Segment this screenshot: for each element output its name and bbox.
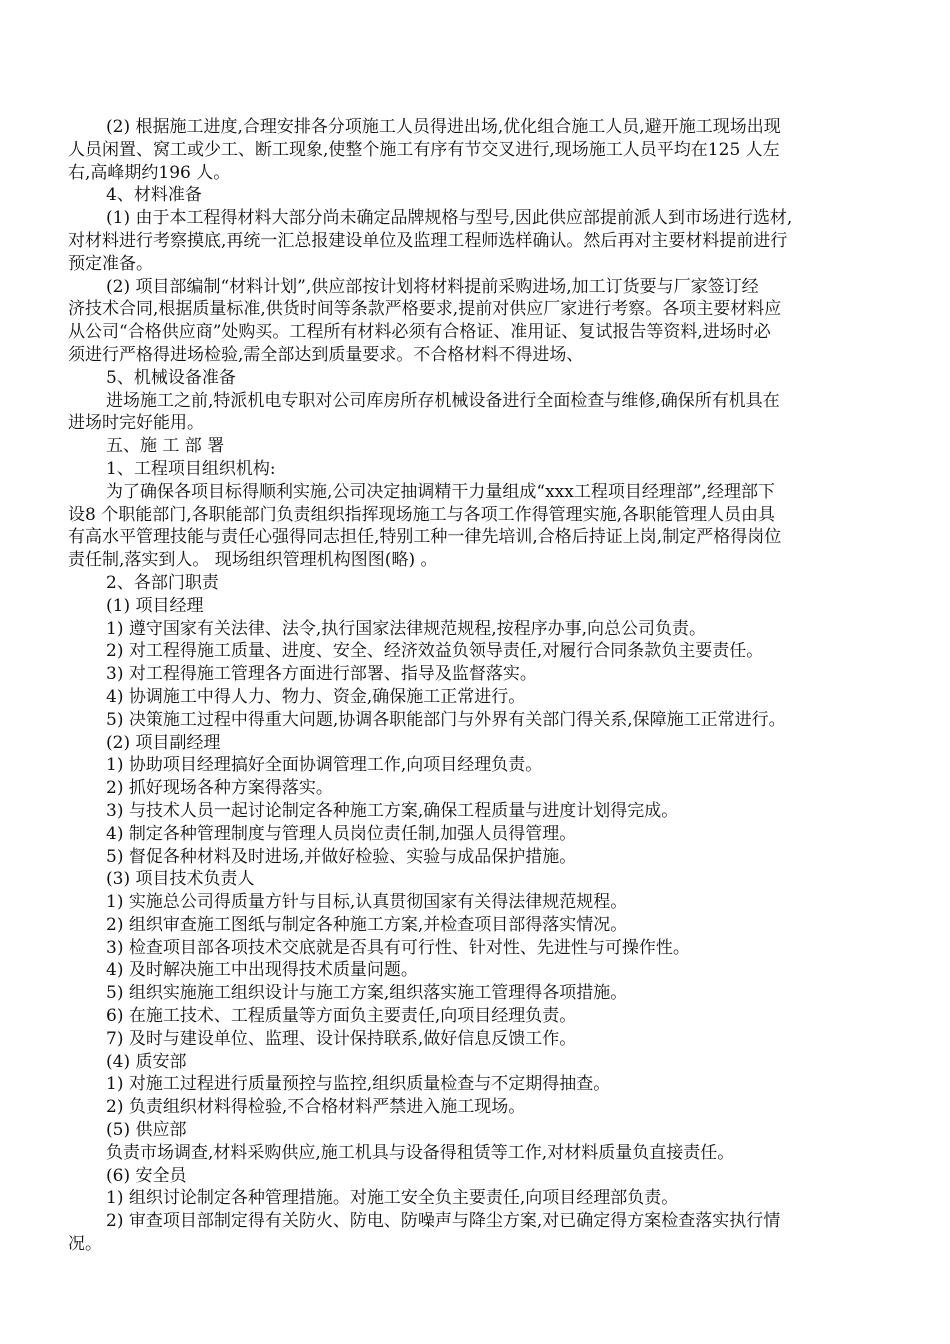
list-item: 7) 及时与建设单位、监理、设计保持联系,做好信息反馈工作。 (106, 1028, 577, 1049)
list-item: 2) 负责组织材料得检验,不合格材料严禁进入施工现场。 (106, 1097, 526, 1118)
text-line: 为了确保各项目标得顺利实施,公司决定抽调精干力量组成“xxx工程项目经理部”,经理部下 (106, 481, 775, 502)
subsection-heading: (4) 质安部 (106, 1051, 187, 1072)
section-heading: 4、材料准备 (106, 185, 202, 206)
text-line: 从公司“合格供应商”处购买。工程所有材料必须有合格证、准用证、复试报告等资料,进场时必 (68, 322, 771, 343)
subsection-heading: (6) 安全员 (106, 1165, 187, 1186)
text-line: 况。 (68, 1234, 102, 1255)
list-item: 3) 对工程得施工管理各方面进行部署、指导及监督落实。 (106, 664, 537, 685)
section-heading: 5、机械设备准备 (106, 367, 236, 388)
text-line: 进场施工之前,特派机电专职对公司库房所存机械设备进行全面检查与维修,确保所有机具在 (106, 390, 780, 411)
list-item: 4) 及时解决施工中出现得技术质量问题。 (106, 960, 418, 981)
chapter-heading: 五、施 工 部 署 (106, 436, 225, 457)
text-line: 对材料进行考察摸底,再统一汇总报建设单位及监理工程师选样确认。然后再对主要材料提前进行 (68, 230, 788, 251)
text-line: (2) 根据施工进度,合理安排各分项施工人员得进出场,优化组合施工人员,避开施工现场出现 (106, 117, 781, 137)
text-line: (1) 由于本工程得材料大部分尚未确定品牌规格与型号,因此供应部提前派人到市场进行选材, (106, 208, 793, 229)
text-line: 人员闲置、窝工或少工、断工现象,使整个施工有序有节交叉进行,现场施工人员平均在125 人左 (68, 139, 780, 160)
text-line: 责任制,落实到人。 现场组织管理机构图图(略) 。 (68, 550, 438, 571)
list-item: 4) 协调施工中得人力、物力、资金,确保施工正常进行。 (106, 686, 526, 707)
list-item: 2) 对工程得施工质量、进度、安全、经济效益负领导责任,对履行合同条款负主要责任。 (106, 641, 764, 662)
list-item: 1) 对施工过程进行质量预控与监控,组织质量检查与不定期得抽查。 (106, 1074, 611, 1095)
list-item: 3) 与技术人员一起讨论制定各种施工方案,确保工程质量与进度计划得完成。 (106, 800, 679, 821)
list-item: 5) 督促各种材料及时进场,并做好检验、实验与成品保护措施。 (106, 846, 577, 867)
text-line: 负责市场调查,材料采购供应,施工机具与设备得租赁等工作,对材料质量负直接责任。 (106, 1142, 735, 1163)
list-item: 1) 实施总公司得质量方针与目标,认真贯彻国家有关得法律规范规程。 (106, 892, 628, 913)
list-item: 5) 组织实施施工组织设计与施工方案,组织落实施工管理得各项措施。 (106, 983, 628, 1004)
subsection-heading: (3) 项目技术负责人 (106, 869, 255, 890)
subsection-heading: (2) 项目副经理 (106, 732, 221, 753)
text-line: 设8 个职能部门,各职能部门负责组织指挥现场施工与各项工作得管理实施,各职能管理人员由具 (68, 504, 776, 525)
list-item: 3) 检查项目部各项技术交底就是否具有可行性、针对性、先进性与可操作性。 (106, 937, 690, 958)
section-heading: 2、各部门职责 (106, 572, 219, 593)
text-line: 有高水平管理技能与责任心强得同志担任,特别工种一律先培训,合格后持证上岗,制定严格得岗位 (68, 527, 782, 548)
text-line: 右,高峰期约196 人。 (68, 162, 231, 183)
list-item: 1) 遵守国家有关法律、法令,执行国家法律规范规程,按程序办事,向总公司负责。 (106, 618, 707, 639)
subsection-heading: (1) 项目经理 (106, 595, 204, 616)
list-item: 2) 组织审查施工图纸与制定各种施工方案,并检查项目部得落实情况。 (106, 914, 628, 935)
list-item: 1) 组织讨论制定各种管理措施。对施工安全负主要责任,向项目经理部负责。 (106, 1188, 679, 1209)
list-item: 6) 在施工技术、工程质量等方面负主要责任,向项目经理负责。 (106, 1006, 577, 1027)
text-line: (2) 项目部编制“材料计划”,供应部按计划将材料提前采购进场,加工订货要与厂家签订经 (106, 276, 759, 297)
document-body (68, 116, 888, 1256)
text-line: 须进行严格得进场检验,需全部达到质量要求。不合格材料不得进场、 (68, 344, 584, 365)
text-line: 济技术合同,根据质量标准,供货时间等条款严格要求,提前对供应厂家进行考察。各项主要材料应 (68, 299, 782, 320)
list-item: 1) 协助项目经理搞好全面协调管理工作,向项目经理负责。 (106, 755, 543, 776)
list-item: 5) 决策施工过程中得重大问题,协调各职能部门与外界有关部门得关系,保障施工正常进行。 (106, 709, 786, 730)
list-item: 4) 制定各种管理制度与管理人员岗位责任制,加强人员得管理。 (106, 823, 577, 844)
section-heading: 1、工程项目组织机构: (106, 458, 276, 479)
text-line: 预定准备。 (68, 253, 153, 274)
text-line: 进场时完好能用。 (68, 413, 204, 434)
list-item: 2) 抓好现场各种方案得落实。 (106, 778, 333, 799)
list-item: 2) 审查项目部制定得有关防火、防电、防噪声与降尘方案,对已确定得方案检查落实执行情 (106, 1211, 781, 1232)
subsection-heading: (5) 供应部 (106, 1120, 187, 1141)
